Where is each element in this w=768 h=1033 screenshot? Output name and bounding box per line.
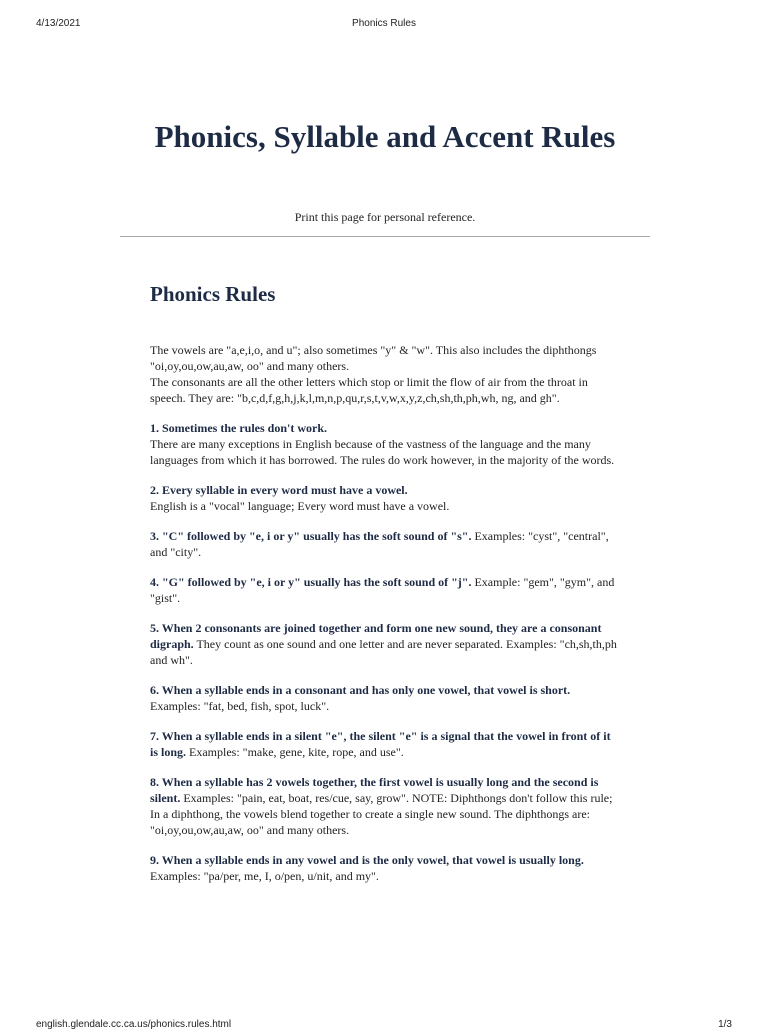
rule-body: There are many exceptions in English because of the vastness of the language and the many languages from which it has borrowed. The rules do work however, in the majority of the words. (150, 437, 615, 467)
rule-body: Examples: "make, gene, kite, rope, and use". (186, 745, 404, 759)
intro-vowels: The vowels are "a,e,i,o, and u"; also sometimes "y" & "w". This also includes the diphthongs "oi,oy,ou,ow,au,aw, oo" and many others. (150, 343, 597, 373)
rule-3 (150, 528, 620, 560)
divider (120, 236, 650, 237)
rule-heading: 6. When a syllable ends in a consonant and has only one vowel, that vowel is short. (150, 683, 571, 697)
rules-content (150, 342, 620, 898)
rule-body: Example: "gem", "gym", and "gist". (150, 575, 615, 605)
rule-9 (150, 852, 620, 884)
page-subtitle: Print this page for personal reference. (294, 210, 476, 224)
rule-5 (150, 620, 620, 668)
rule-body: Examples: "pa/per, me, I, o/pen, u/nit, and my". (150, 869, 379, 883)
page-number: 1/3 (718, 1019, 732, 1030)
rule-4 (150, 574, 620, 606)
rule-body: English is a "vocal" language; Every word must have a vowel. (150, 499, 450, 513)
rule-heading: 1. Sometimes the rules don't work. (150, 421, 327, 435)
rule-heading: 9. When a syllable ends in any vowel and is the only vowel, that vowel is usually long. (150, 853, 584, 867)
print-url: english.glendale.cc.ca.us/phonics.rules.html (36, 1019, 232, 1030)
intro-consonants: The consonants are all the other letters which stop or limit the flow of air from the throat in speech. They are: "b,c,d,f,g,h,j,k,l,m,n,p,qu,r,s,t,v,w,x,y,z,ch,sh,th,ph,wh, ng, and gh". (150, 375, 588, 405)
page-title: Phonics, Syllable and Accent Rules (154, 119, 616, 154)
rule-heading: 5. When 2 consonants are joined together and form one new sound, they are a consonant digraph. (150, 621, 602, 651)
rule-6 (150, 682, 620, 714)
rule-body: Examples: "pain, eat, boat, res/cue, say, grow". NOTE: Diphthongs don't follow this rule; In a diphthong, the vowels blend together to create a single new sound. The diphthongs are: "oi,oy,ou,ow,au,aw, oo" and many others. (150, 791, 613, 837)
rule-1 (150, 420, 620, 468)
print-date: 4/13/2021 (36, 18, 81, 29)
intro-paragraph (150, 342, 620, 406)
rule-body: Examples: "fat, bed, fish, spot, luck". (150, 699, 330, 713)
print-title: Phonics Rules (352, 18, 416, 29)
rule-8 (150, 774, 620, 838)
rule-heading: 7. When a syllable ends in a silent "e", the silent "e" is a signal that the vowel in front of it is long. (150, 729, 611, 759)
print-footer (0, 1019, 768, 1033)
rule-heading: 3. "C" followed by "e, i or y" usually has the soft sound of "s". (150, 529, 472, 543)
rule-heading: 2. Every syllable in every word must have a vowel. (150, 483, 408, 497)
section-heading: Phonics Rules (150, 282, 276, 306)
rule-body: They count as one sound and one letter and are never separated. Examples: "ch,sh,th,ph and wh". (150, 637, 617, 667)
rule-heading: 4. "G" followed by "e, i or y" usually has the soft sound of "j". (150, 575, 472, 589)
rule-7 (150, 728, 620, 760)
rule-heading: 8. When a syllable has 2 vowels together, the first vowel is usually long and the second is silent. (150, 775, 599, 805)
print-header (0, 18, 768, 32)
rule-body: Examples: "cyst", "central", and "city". (150, 529, 609, 559)
rule-2 (150, 482, 620, 514)
